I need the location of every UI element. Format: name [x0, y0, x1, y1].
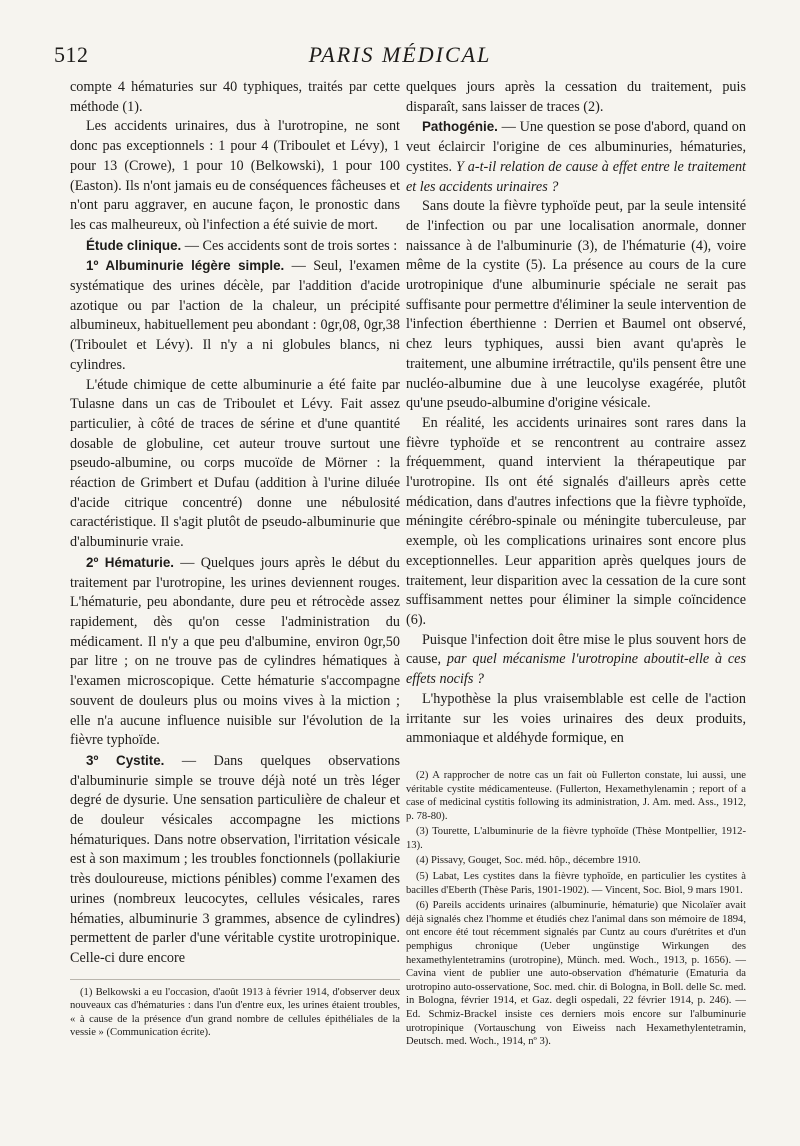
footnote-4: (4) Pissavy, Gouget, Soc. méd. hôp., décembre 1910. [416, 855, 641, 867]
journal-title: PARIS MÉDICAL [308, 42, 492, 67]
page-number: 512 [54, 42, 89, 67]
pathogenie-paragraph [406, 117, 746, 197]
pathogenie-question: Y a-t-il relation de cause à effet entre le traitement et les accidents urinaires ? [406, 158, 746, 195]
left-paragraph-1: compte 4 hématuries sur 40 typhiques, traités par cette méthode (1). [70, 79, 400, 115]
right-paragraph-1: quelques jours après la cessation du traitement, puis disparaît, sans laisser de traces (2). [406, 79, 746, 115]
etude-clinique-text: — Ces accidents sont de trois sortes : [181, 237, 398, 254]
footnote-2: (2) A rapprocher de notre cas un fait où Fullerton constate, lui aussi, une véritable cystite médicamenteuse. (Fullerton, Hexamethylenamin ; report of a case of medicinal cystitis following its administration, J. Am. med. Ass., 1912, p. 78-80). [406, 769, 746, 822]
right-column [406, 78, 746, 1051]
hematurie-text: — Quelques jours après le début du traitement par l'urotropine, les urines deviennent rouges. L'hématurie, peu abondante, dure peu et rétrocède assez rapidement, dès qu'on cesse l'administration du médicament. Il n'y a que peu d'albumine, environ 0gr,50 par litre ; on ne trouve pas de cylindres hématiques à l'examen microscopique. Cette hématurie s'accompagne souvent de douleurs plus ou moins vives à la miction ; elle n'a aucune influence nuisible sur l'évolution de la fièvre typhoïde. [70, 554, 400, 749]
etude-clinique-paragraph [70, 236, 400, 257]
sans-doute-paragraph: Sans doute la fièvre typhoïde peut, par la seule intensité de l'infection ou par une localisation anormale, donner naissance à de l'albuminurie (3), de l'hématurie (4), voire même de la cystite (5). La présence au cours de la cure urotropinique d'une albuminurie spéciale ne serait pas suffisante pour permettre d'éliminer la seule intervention de l'infection éberthienne : Derrien et Baumel ont observé, chez leurs typhiques, aussi bien avant qu'après le traitement, une albumine irrétractile, qu'ils pensent être une nucléo-albumine due à une leucolyse exagérée, plutôt qu'une pseudo-albumine d'origine vésicale. [406, 198, 746, 412]
cystite-heading: 3º Cystite. [86, 752, 165, 768]
left-paragraph-accidents: Les accidents urinaires, dus à l'urotropine, ne sont donc pas exceptionnels : 1 pour 4 (Triboulet et Lévy), 1 pour 13 (Crowe), 1 pour 10 (Belkowski), 1 pour 100 (Easton). Ils n'ont jamais eu de conséquences fâcheuses et n'ont paru aggraver, en aucune façon, le pronostic dans les cas malheureux, où l'infection a été suivie de mort. [70, 118, 400, 233]
pathogenie-text: — Une question se pose d'abord, quand on veut éclaircir l'origine de ces albuminuries, hématuries, cystites. [406, 119, 746, 175]
left-footnotes [70, 979, 400, 1040]
right-footnotes [406, 763, 746, 1049]
cystite-paragraph [70, 751, 400, 969]
etude-clinique-heading: Étude clinique. [86, 237, 182, 253]
pathogenie-heading: Pathogénie. [422, 119, 498, 135]
footnote-1: (1) Belkowski a eu l'occasion, d'août 1913 à février 1914, d'observer deux nouveaux cas d'hématuries : dans l'un d'entre eux, les urines étaient troubles, « à cause de la présence d'un grand nombre de cellules épithéliales de la vessie » (Communication écrite). [70, 986, 400, 1039]
hypothese-paragraph: L'hypothèse la plus vraisemblable est celle de l'action irritante sur les voies urinaires des deux produits, ammoniaque et aldéhyde formique, en [406, 690, 746, 747]
en-realite-paragraph: En réalité, les accidents urinaires sont rares dans la fièvre typhoïde et se rencontrent au contraire assez fréquemment, quand intervient la thérapeutique par l'urotropine. Ils ont été signalés d'ailleurs après cette médication, dans d'autres infections que la fièvre typhoïde, méningite cérébro-spinale ou méningite tuberculeuse, par exemple, où les complications urinaires sont encore plus exceptionnelles. Leur apparition après quelques jours de traitement, leur disparition avec la cessation de la cure sont suffisamment nettes pour éliminer la simple coïncidence (6). [406, 414, 746, 628]
puisque-paragraph [406, 631, 746, 690]
puisque-question: par quel mécanisme l'urotropine aboutit-elle à ces effets nocifs ? [406, 651, 746, 688]
left-column [70, 78, 400, 1042]
albuminurie-paragraph [70, 256, 400, 375]
cystite-text: — Dans quelques observations d'albuminurie simple se trouve déjà noté un très léger degré de dysurie. Une sensation particulière de chaleur et de douleur vésicales accompagne les mictions hématuriques. Dans notre observation, l'irritation vésicale est à son maximum ; les troubles fonctionnels (pollakiurie très douloureuse, mictions pénibles) comme l'examen des urines (nombreux leucocytes, cellules vésicales, rares hématies, albuminurie 3 grammes, absence de cylindres) permettent de parler d'une véritable cystite urotropinique. Celle-ci dure encore [70, 752, 400, 966]
puisque-text: Puisque l'infection doit être mise le plus souvent hors de cause, [406, 631, 746, 668]
hematurie-paragraph [70, 553, 400, 751]
albuminurie-heading: 1º Albuminurie légère simple. [86, 258, 285, 274]
running-header [54, 38, 746, 72]
footnote-3: (3) Tourette, L'albuminurie de la fièvre typhoïde (Thèse Montpellier, 1912-13). [406, 826, 746, 851]
etude-chimique-paragraph: L'étude chimique de cette albuminurie a été faite par Tulasne dans un cas de Triboulet et Lévy. Fait assez particulier, à côté de traces de sérine et d'une quantité dosable de globuline, cet auteur trouve surtout une pseudo-albumine, ou corps mucoïde de Mörner : la réaction de Grimbert et Dufau (addition à l'urine diluée d'acide citrique concentré) donne une nébulosité caractéristique. Il s'agit plutôt de pseudo-albuminurie que d'albuminurie vraie. [70, 376, 400, 551]
footnote-6: (6) Pareils accidents urinaires (albuminurie, hématurie) que Nicolaïer avait déjà signalés chez l'homme et étudiés chez l'animal dans son mémoire de 1894, ont encore été tout récemment signalés par Cuntz au cours d'urétrites et d'un pemphigus chronique (Ueber ungünstige Wirkungen des hexamethylentetramins (urotropine), Münch. med. Woch., 1913, p. 1656). — Cavina vient de publier une auto-observation d'hématurie (Ematuria da urotropino auto-osservatione, Soc. med. chir. di Bologna, in Boll. delle Sc. med. in Bologna, février 1914, et Gaz. degli ospedali, 22 février 1914, p. 246). — Ed. Schmiz-Brackel insiste ces derniers mois encore sur l'albuminurie urotropinique (Vortauschung von Eiweiss nach Hexamethylentetramin, Deutsch. med. Woch., 1914, nº 3). [406, 900, 746, 1048]
footnote-5: (5) Labat, Les cystites dans la fièvre typhoïde, en particulier les cystites à bacilles d'Eberth (Thèse Paris, 1901-1902). — Vincent, Soc. Biol, 9 mars 1901. [406, 871, 746, 896]
albuminurie-text: — Seul, l'examen systématique des urines décèle, par l'addition d'acide azotique ou par l'action de la chaleur, un précipité albumineux, habituellement peu abondant : 0gr,08, 0gr,38 (Triboulet et Lévy). Il n'y a ni globules blancs, ni cylindres. [70, 258, 400, 373]
hematurie-heading: 2º Hématurie. [86, 554, 174, 570]
